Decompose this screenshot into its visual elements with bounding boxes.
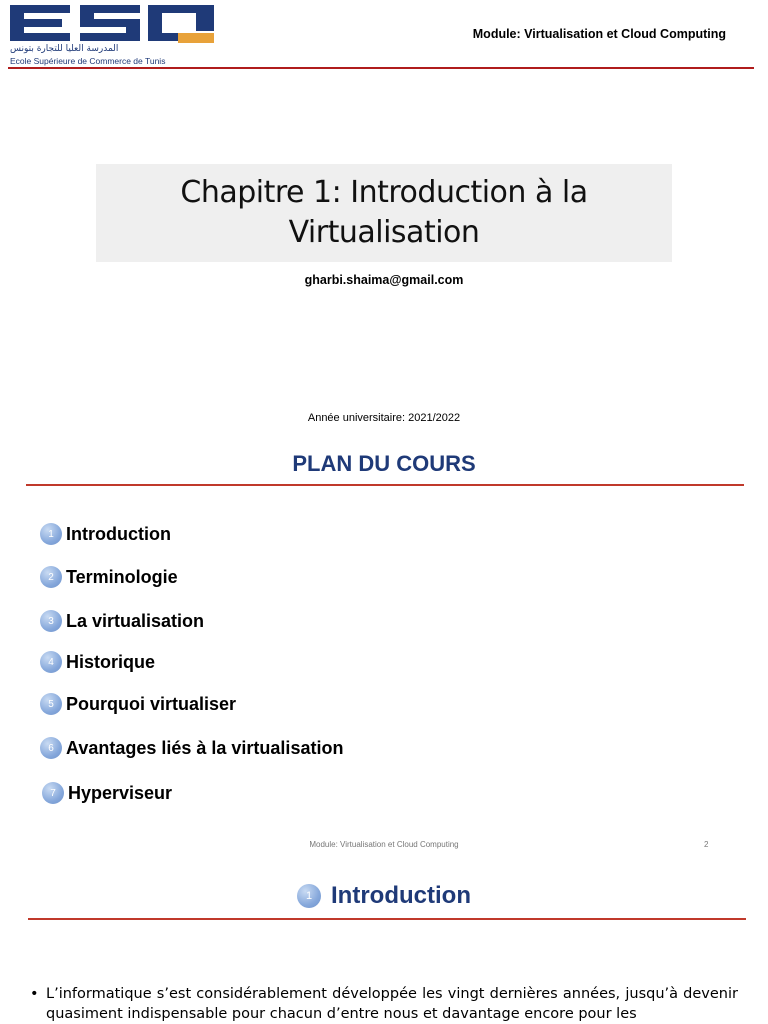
- plan-item: [42, 782, 172, 804]
- intro-title: Introduction: [331, 882, 471, 909]
- intro-divider: [28, 918, 746, 920]
- bullet-icon: •: [30, 986, 39, 1002]
- esc-logo-mark: [8, 3, 216, 43]
- number-badge-icon: 1: [40, 523, 62, 545]
- slide-page-number: 2: [704, 840, 709, 849]
- intro-text: L’informatique s’est considérablement développée les vingt dernières années, jusqu’à devenir quasiment indispensable pour chacun d’entre nous et davantage encore pour les: [46, 986, 738, 1022]
- academic-year: Année universitaire: 2021/2022: [307, 412, 461, 424]
- plan-item-label: Terminologie: [66, 566, 178, 587]
- number-badge-icon: 2: [40, 566, 62, 588]
- number-badge-icon: 4: [40, 651, 62, 673]
- number-badge-icon: 5: [40, 693, 62, 715]
- plan-item-label: La virtualisation: [66, 610, 205, 631]
- plan-item-label: Hyperviseur: [68, 782, 173, 803]
- plan-item-label: Introduction: [66, 523, 171, 544]
- intro-paragraph: [30, 984, 738, 1024]
- plan-item: [40, 610, 204, 632]
- plan-item-label: Avantages liés à la virtualisation: [66, 737, 344, 758]
- chapter-title: [180, 173, 587, 253]
- chapter-title-line-2: Virtualisation: [288, 215, 480, 250]
- slide-footer-module: Module: Virtualisation et Cloud Computing: [309, 840, 459, 849]
- number-badge-icon: 1: [297, 884, 321, 908]
- header-module-title: Module: Virtualisation et Cloud Computing: [472, 27, 726, 41]
- logo-arabic-text: المدرسة العليا للتجارة بتونس: [10, 44, 119, 54]
- chapter-title-box: [96, 164, 672, 262]
- number-badge-icon: 7: [42, 782, 64, 804]
- author-email: gharbi.shaima@gmail.com: [304, 273, 464, 287]
- plan-divider: [26, 484, 744, 486]
- plan-item: [40, 566, 178, 588]
- plan-item: [40, 737, 343, 759]
- plan-item-label: Historique: [66, 651, 156, 672]
- plan-item: [40, 523, 171, 545]
- plan-item-label: Pourquoi virtualiser: [66, 693, 237, 714]
- header-divider: [8, 67, 754, 69]
- number-badge-icon: 3: [40, 610, 62, 632]
- plan-title: PLAN DU COURS: [292, 451, 476, 476]
- chapter-title-line-1: Chapitre 1: Introduction à la: [180, 175, 588, 210]
- logo-latin-text: Ecole Supérieure de Commerce de Tunis: [10, 56, 166, 66]
- plan-item: [40, 651, 155, 673]
- number-badge-icon: 6: [40, 737, 62, 759]
- intro-heading: [0, 882, 768, 910]
- school-logo: [8, 3, 216, 67]
- plan-item: [40, 693, 236, 715]
